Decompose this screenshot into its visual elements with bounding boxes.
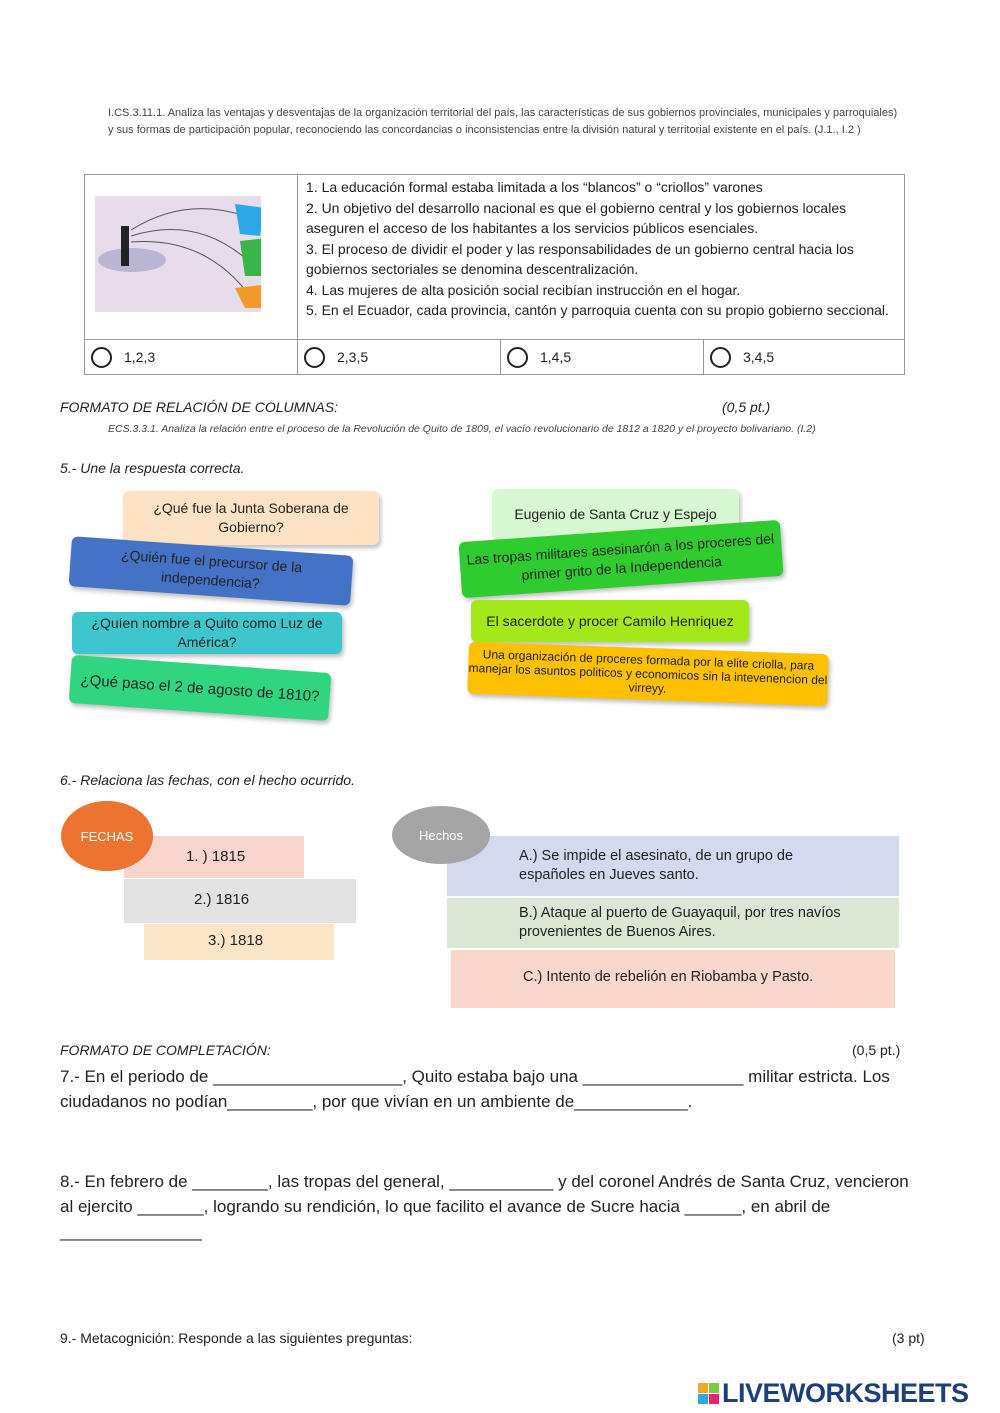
- right-item-3[interactable]: El sacerdote y procer Camilo Henriquez: [471, 600, 749, 642]
- question-6-title: 6.- Relaciona las fechas, con el hecho ocurrido.: [60, 772, 355, 788]
- fact-b[interactable]: [447, 898, 899, 948]
- right-item-1[interactable]: Eugenio de Santa Cruz y Espejo: [492, 489, 739, 539]
- option-1[interactable]: [85, 340, 298, 375]
- section-points: (0,5 pt.): [852, 1042, 901, 1058]
- government-levels-illustration: [95, 196, 261, 312]
- date-label: 1. ) 1815: [186, 848, 246, 865]
- illustration-cell: [85, 175, 298, 340]
- section-title-relation: FORMATO DE RELACIÓN DE COLUMNAS:: [60, 399, 338, 415]
- left-item-1[interactable]: ¿Qué fue la Junta Soberana de Gobierno?: [123, 491, 379, 545]
- statement: 5. En el Ecuador, cada provincia, cantón y parroquia cuenta con su propio gobierno seccional.: [306, 302, 889, 318]
- question-5-title: 5.- Une la respuesta correcta.: [60, 460, 245, 476]
- question-8[interactable]: 8.- En febrero de ________, las tropas del general, ___________ y del coronel Andrés de Santa Cruz, vencieron al ejercito _______, logrando su rendición, lo que facilito el avance de Sucre hacia ______, en abril de _______________: [60, 1172, 909, 1241]
- date-label: 2.) 1816: [194, 891, 250, 908]
- hechos-bubble: Hechos: [392, 806, 490, 864]
- left-item-4[interactable]: ¿Qué paso el 2 de agosto de 1810?: [69, 655, 332, 721]
- liveworksheets-logo: [698, 1378, 969, 1409]
- date-3[interactable]: [144, 924, 334, 960]
- statement: 1. La educación formal estaba limitada a los “blancos” o “criollos” varones: [306, 179, 763, 195]
- option-2[interactable]: [298, 340, 501, 375]
- left-item-3[interactable]: ¿Quíen nombre a Quito como Luz de América?: [72, 612, 342, 654]
- left-item-2[interactable]: ¿Quién fue el precursor de la independencia?: [69, 536, 354, 606]
- statement: 2. Un objetivo del desarrollo nacional es que el gobierno central y los gobiernos locales aseguren el acceso de los habitantes a los servicios públicos esenciales.: [306, 199, 847, 236]
- fact-c[interactable]: [451, 950, 895, 1008]
- question-7[interactable]: 7.- En el periodo de ____________________, Quito estaba bajo una _________________ militar estricta. Los ciudadanos no podían_________, por que vivían en un ambiente de____________.: [60, 1067, 890, 1111]
- fact-label: A.) Se impide el asesinato, de un grupo de españoles en Jueves santo.: [519, 848, 794, 883]
- section-title-completion: FORMATO DE COMPLETACIÓN:: [60, 1042, 271, 1058]
- statements-cell: [298, 175, 905, 340]
- fact-label: C.) Intento de rebelión en Riobamba y Pasto.: [523, 969, 814, 985]
- option-label: 2,3,5: [337, 349, 369, 365]
- option-label: 1,2,3: [124, 349, 156, 365]
- fact-label: B.) Ataque al puerto de Guayaquil, por tres navíos provenientes de Buenos Aires.: [519, 905, 841, 940]
- date-label: 3.) 1818: [208, 932, 264, 949]
- question-9-title: 9.- Metacognición: Responde a las siguientes preguntas:: [60, 1330, 413, 1346]
- question-9-points: (3 pt): [892, 1330, 925, 1346]
- indicator-text: I.CS.3.11.1. Analiza las ventajas y desventajas de la organización territorial del país, las características de sus gobiernos provinciales, municipales y parroquiales) y sus formas de participación popular, reconociendo las concordancias o inconsistencias entre la división natural y territorial existente en el país. (J.1., I.2 ): [108, 107, 898, 136]
- radio-button[interactable]: [91, 347, 112, 368]
- indicator-relation: ECS.3.3.1. Analiza la relación entre el proceso de la Revolución de Quito de 1809, el vacío revolucionario de 1812 a 1820 y el proyecto bolivariano. (I.2): [108, 423, 816, 435]
- option-4[interactable]: [704, 340, 905, 375]
- statement: 3. El proceso de dividir el poder y las responsabilidades de un gobierno central hacia los gobiernos sectoriales se denomina descentralización.: [306, 240, 854, 277]
- logo-icon: [698, 1383, 719, 1404]
- option-label: 1,4,5: [540, 349, 572, 365]
- right-item-4[interactable]: Una organización de proceres formada por la elite criolla, para manejar los asuntos politicos y economicos sin la intevenencion del virreyy.: [467, 642, 829, 707]
- option-3[interactable]: [501, 340, 704, 375]
- logo-text: LIVEWORKSHEETS: [722, 1378, 969, 1408]
- fact-a[interactable]: [447, 836, 899, 896]
- radio-button[interactable]: [304, 347, 325, 368]
- statement: 4. Las mujeres de alta posición social recibían instrucción en el hogar.: [306, 281, 741, 298]
- radio-button[interactable]: [507, 347, 528, 368]
- question-table: [84, 174, 905, 375]
- right-item-2[interactable]: Las tropas militares asesinarón a los proceres del primer grito de la Independencia: [458, 520, 783, 598]
- radio-button[interactable]: [710, 347, 731, 368]
- option-label: 3,4,5: [743, 349, 775, 365]
- section-points: (0,5 pt.): [722, 399, 771, 415]
- date-2[interactable]: [124, 879, 356, 923]
- fechas-bubble: FECHAS: [61, 801, 153, 871]
